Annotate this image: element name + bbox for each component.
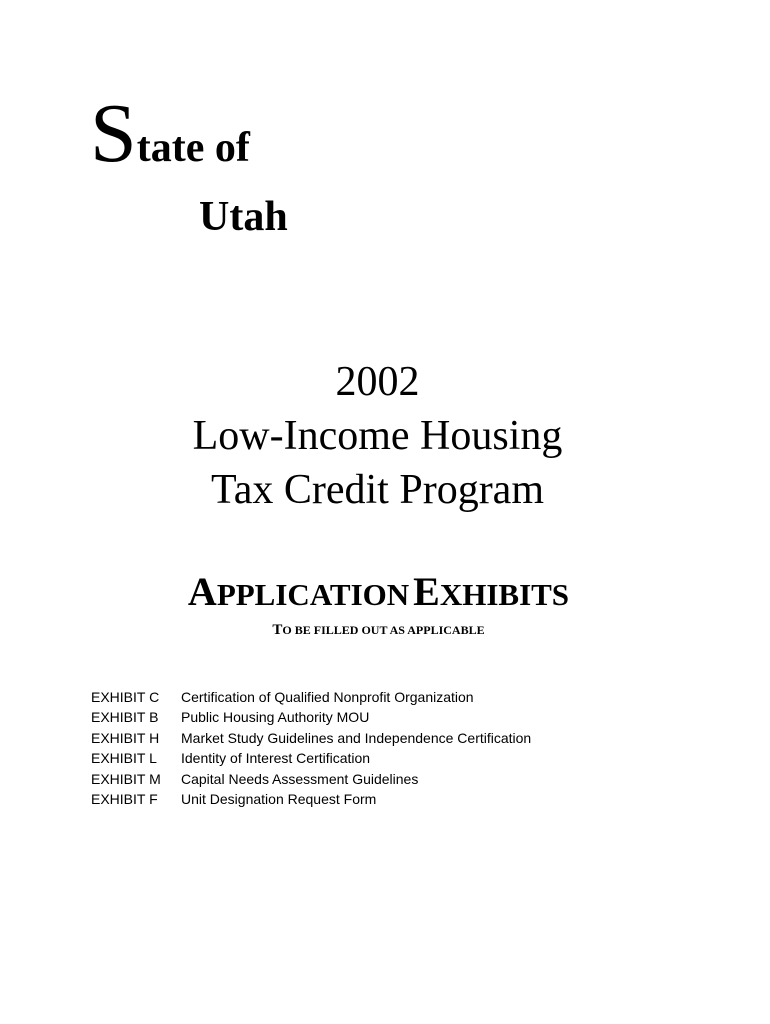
exhibit-row	[91, 789, 531, 809]
exhibit-description: Certification of Qualified Nonprofit Organization	[181, 689, 474, 705]
subheading-rest: O BE FILLED OUT AS APPLICABLE	[282, 623, 485, 637]
exhibit-row	[91, 748, 531, 768]
exhibit-code: EXHIBIT H	[91, 729, 160, 746]
subheading-initial: T	[272, 622, 283, 638]
section-subheading	[0, 622, 757, 638]
program-title-block	[0, 355, 755, 517]
exhibit-code: EXHIBIT F	[91, 790, 158, 807]
exhibit-description: Market Study Guidelines and Independence Certification	[181, 729, 532, 746]
heading-word2-rest: XHIBITS	[439, 577, 570, 612]
exhibit-description: Capital Needs Assessment Guidelines	[181, 770, 419, 787]
program-year: 2002	[335, 359, 420, 405]
exhibit-code: EXHIBIT M	[91, 770, 161, 787]
heading-word2-initial: E	[413, 569, 440, 614]
title-drop-cap: S	[90, 87, 137, 180]
program-title-line-2: Tax Credit Program	[211, 467, 544, 513]
section-heading	[0, 569, 757, 614]
exhibit-code: EXHIBIT B	[91, 709, 159, 726]
program-title-line-1: Low-Income Housing	[192, 413, 563, 459]
exhibit-row	[91, 769, 531, 789]
exhibit-description: Unit Designation Request Form	[181, 790, 377, 807]
document-title-utah: Utah	[199, 194, 288, 240]
exhibit-description: Identity of Interest Certification	[181, 750, 371, 767]
heading-word1-initial: A	[187, 569, 217, 614]
exhibit-code: EXHIBIT C	[91, 689, 160, 705]
exhibit-code: EXHIBIT L	[91, 750, 157, 767]
heading-word1-rest: PPLICATION	[216, 577, 410, 612]
exhibit-description: Public Housing Authority MOU	[181, 709, 370, 726]
document-title-state	[90, 87, 250, 180]
exhibit-row	[91, 728, 531, 748]
title-state-text: tate of	[136, 125, 250, 171]
exhibit-list	[91, 687, 531, 809]
exhibit-row	[91, 707, 531, 727]
exhibit-row	[91, 687, 531, 707]
